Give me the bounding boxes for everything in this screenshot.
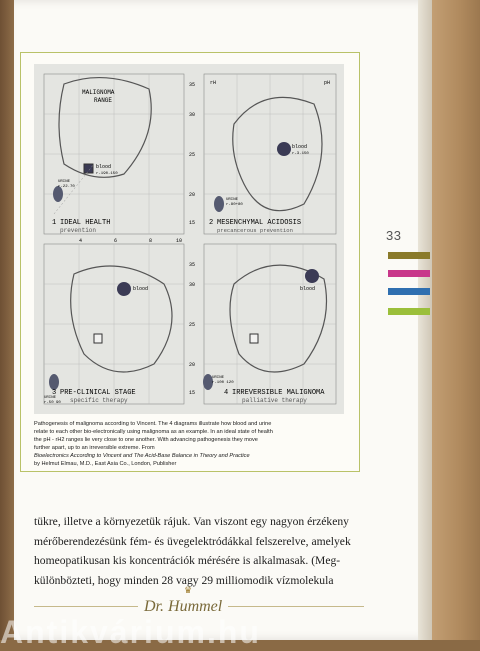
caption-line-6: by Helmut Elmau, M.D., East Asia Co., London, Publisher: [34, 461, 177, 467]
body-line-3: homeopatikusan kis koncentrációk mérésére is alkalmasak. (Meg-: [34, 554, 341, 567]
tick-bottom-4: 4: [79, 238, 83, 244]
tick-bottom-10: 10: [176, 238, 183, 244]
page-edge: [418, 0, 432, 640]
tick-left-35: 35: [189, 82, 196, 88]
label-malignoma: MALIGNOMA: [82, 89, 115, 96]
tick-left-25: 25: [189, 152, 196, 158]
label-urine-1-range: r-22.70: [58, 185, 75, 189]
label-range: RANGE: [94, 97, 113, 104]
color-stripe-blue: [388, 288, 430, 295]
label-urine-4-range: r-100 120: [212, 381, 234, 385]
axis-ph: pH: [324, 80, 331, 86]
panel-3-title: PRE-CLINICAL STAGE: [60, 389, 136, 397]
pathogenesis-figure: [34, 64, 344, 414]
color-stripe-green: [388, 308, 430, 315]
tick-left-15: 15: [189, 220, 196, 226]
tick-right-20: 20: [189, 362, 196, 368]
label-blood-2-range: r-3.150: [292, 152, 309, 156]
tick-left-20: 20: [189, 192, 196, 198]
color-stripe-olive: [388, 252, 430, 259]
label-urine-4: URINE: [212, 376, 225, 380]
panel-2-subtitle: precancerous prevention: [217, 227, 293, 234]
body-text: [34, 512, 364, 590]
caption-line-3: the pH - rH2 ranges lie very close to one another. With advancing pathogenesis they move: [34, 437, 258, 443]
tick-bottom-6: 6: [114, 238, 118, 244]
table-surface-right: [430, 0, 480, 640]
panel-4-title: IRREVERSIBLE MALIGNOMA: [232, 389, 325, 397]
label-blood-4: blood: [300, 286, 316, 292]
axis-rh: rH: [210, 80, 217, 86]
panel-1-subtitle: prevention: [60, 227, 97, 234]
tick-bottom-8: 8: [149, 238, 153, 244]
label-urine-2-range: r-80+80: [226, 203, 243, 207]
panel-1-index: 1: [52, 219, 57, 227]
panel-1-title: IDEAL HEALTH: [60, 219, 111, 227]
panel-4-index: 4: [224, 389, 229, 397]
tick-right-15: 15: [189, 390, 196, 396]
panel-3-index: 3: [52, 389, 57, 397]
label-blood-1: blood: [96, 164, 112, 170]
caption-line-5: Bioelectronics According to Vincent and The Acid-Base Balance in Theory and Practice: [34, 453, 250, 459]
label-blood-3: blood: [133, 286, 149, 292]
panel-3-subtitle: specific therapy: [70, 397, 128, 404]
panel-2-index: 2: [209, 219, 214, 227]
tick-right-35: 35: [189, 262, 196, 268]
page-number: 33: [386, 228, 402, 243]
caption-line-4: further apart, up to an irreversible extreme. From: [34, 445, 155, 451]
dr-hummel-logo: Dr. Hummel: [138, 598, 228, 616]
tick-right-25: 25: [189, 322, 196, 328]
watermark: Antikvárium.hu: [0, 614, 261, 650]
body-line-2: mérőberendezésünk fém- és üvegelektródákkal felszerelve, amelyek: [34, 534, 351, 548]
tick-left-30: 30: [189, 112, 196, 118]
body-line-4: különbözteti, hogy minden 28 vagy 29 milliomodik vízmolekula: [34, 573, 334, 587]
label-urine-2: URINE: [226, 198, 239, 202]
figure-caption: [34, 420, 346, 468]
label-blood-1-range: r-190-150: [96, 172, 118, 176]
panel-2-title: MESENCHYMAL ACIDOSIS: [217, 219, 302, 227]
body-line-1: tükre, illetve a környezetük rájuk. Van viszont egy nagyon érzékeny: [34, 515, 349, 528]
label-urine-1: URINE: [58, 180, 71, 184]
caption-line-1: Pathogenesis of malignoma according to Vincent. The 4 diagrams illustrate how blood and urine: [34, 421, 272, 427]
caption-line-2: relate to each other bio-electronically using malignoma as an example. In an ideal state of health: [34, 429, 273, 435]
label-urine-3: URINE: [44, 396, 57, 400]
label-urine-3-range: r-50 90: [44, 401, 61, 405]
panel-4-subtitle: palliative therapy: [242, 397, 307, 404]
tick-right-30: 30: [189, 282, 196, 288]
crown-icon: ♛: [184, 585, 193, 595]
color-stripe-magenta: [388, 270, 430, 277]
label-blood-2: blood: [292, 144, 308, 150]
